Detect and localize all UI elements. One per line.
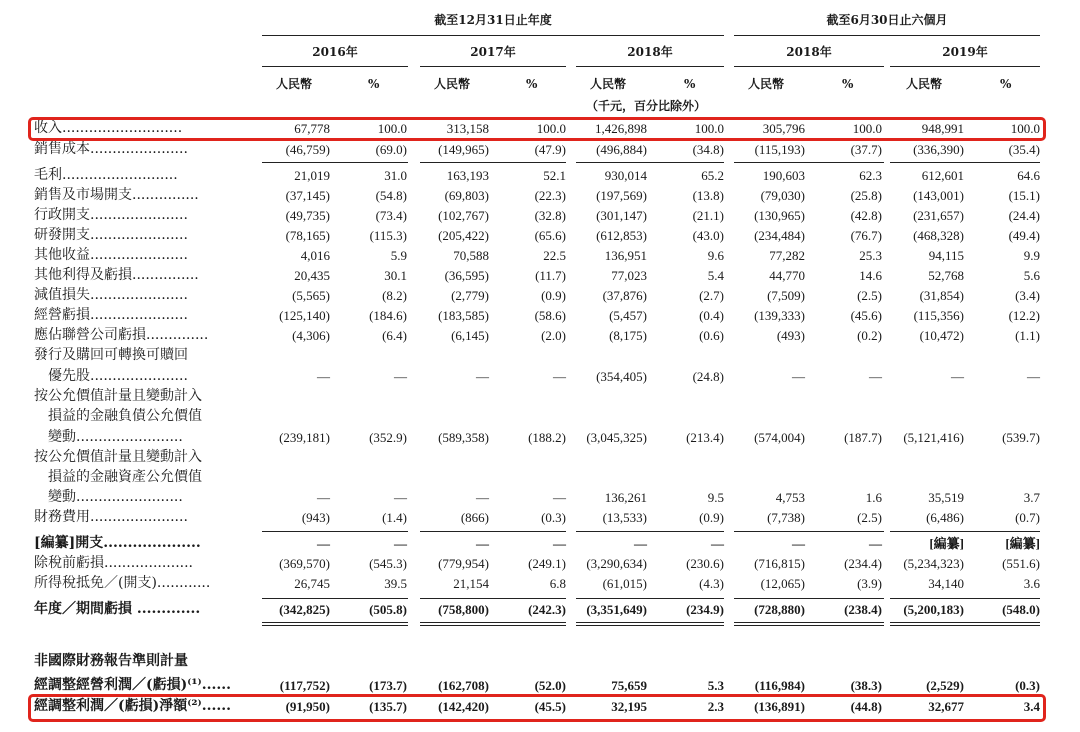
amount-cell: (2,529) bbox=[926, 678, 964, 693]
amount-cell: 20,435 bbox=[294, 268, 330, 283]
unit-note: （千元，百分比除外） bbox=[586, 99, 707, 113]
amount-cell: (866) bbox=[460, 510, 489, 525]
amount-cell: (496,884) bbox=[596, 142, 647, 157]
percent-cell: (551.6) bbox=[1002, 556, 1040, 571]
percent-cell: 5.3 bbox=[707, 678, 724, 693]
row-label: 所得稅抵免／(開支)............ bbox=[34, 575, 211, 591]
amount-cell: (354,405) bbox=[596, 369, 647, 384]
amount-cell: (115,193) bbox=[754, 142, 805, 157]
amount-cell: (61,015) bbox=[602, 576, 647, 591]
percent-cell: 52.1 bbox=[543, 168, 566, 183]
row-label: 經調整經營利潤／(虧損)⁽¹⁾...... bbox=[34, 677, 231, 693]
amount-cell: (149,965) bbox=[438, 142, 489, 157]
row-label: 研發開支...................... bbox=[34, 227, 188, 243]
percent-cell: 6.8 bbox=[549, 576, 566, 591]
amount-cell: (234,484) bbox=[754, 228, 805, 243]
percent-cell: (0.9) bbox=[541, 288, 566, 303]
percent-cell: 1.6 bbox=[865, 490, 882, 505]
subtotal-rule bbox=[262, 531, 408, 532]
row-label: 非國際財務報告準則計量 bbox=[34, 653, 188, 669]
percent-cell: 3.4 bbox=[1023, 699, 1040, 714]
row-label: 行政開支...................... bbox=[34, 207, 188, 223]
subtotal-rule bbox=[420, 162, 566, 163]
percent-cell: (0.7) bbox=[1015, 510, 1040, 525]
amount-cell: 94,115 bbox=[928, 248, 964, 263]
amount-cell: 948,991 bbox=[921, 121, 964, 136]
amount-cell: (197,569) bbox=[596, 188, 647, 203]
percent-cell: 39.5 bbox=[384, 576, 407, 591]
percent-cell: (25.8) bbox=[850, 188, 882, 203]
row-label: 變動........................ bbox=[34, 489, 183, 505]
percent-cell: (11.7) bbox=[535, 268, 566, 283]
percent-cell: — bbox=[394, 490, 407, 505]
percent-cell: 100.0 bbox=[694, 121, 724, 136]
amount-cell: (142,420) bbox=[438, 699, 489, 714]
amount-cell: 930,014 bbox=[604, 168, 647, 183]
percent-cell: (49.4) bbox=[1008, 228, 1040, 243]
amount-cell: [編纂] bbox=[929, 536, 964, 551]
percent-cell: (54.8) bbox=[375, 188, 407, 203]
percent-cell: 25.3 bbox=[859, 248, 882, 263]
amount-cell: 34,140 bbox=[928, 576, 964, 591]
amount-cell: (8,175) bbox=[609, 328, 647, 343]
amount-cell: (78,165) bbox=[285, 228, 330, 243]
percent-cell: (45.5) bbox=[534, 699, 566, 714]
percent-cell: (173.7) bbox=[369, 678, 407, 693]
amount-cell: (301,147) bbox=[596, 208, 647, 223]
percent-cell: (65.6) bbox=[534, 228, 566, 243]
amount-cell: (143,001) bbox=[913, 188, 964, 203]
percent-cell: 9.9 bbox=[1023, 248, 1040, 263]
amount-cell: (3,351,649) bbox=[586, 602, 647, 617]
row-label: 財務費用...................... bbox=[34, 509, 188, 525]
total-double-rule bbox=[734, 622, 884, 623]
percent-cell: (0.3) bbox=[541, 510, 566, 525]
amount-cell: (231,657) bbox=[913, 208, 964, 223]
amount-cell: (136,891) bbox=[754, 699, 805, 714]
percent-cell: (0.4) bbox=[699, 308, 724, 323]
amount-cell: (4,306) bbox=[292, 328, 330, 343]
row-label: 銷售及市場開支............... bbox=[34, 187, 199, 203]
amount-cell: 67,778 bbox=[294, 121, 330, 136]
row-label: 按公允價值計量且變動計入 bbox=[34, 449, 202, 465]
row-label: 經調整利潤／(虧損)淨額⁽²⁾...... bbox=[34, 698, 231, 714]
amount-cell: (6,486) bbox=[926, 510, 964, 525]
percent-cell: (42.8) bbox=[850, 208, 882, 223]
subtotal-rule bbox=[262, 162, 408, 163]
amount-cell: 21,019 bbox=[294, 168, 330, 183]
percent-cell: 3.6 bbox=[1023, 576, 1040, 591]
percent-cell: (249.1) bbox=[528, 556, 566, 571]
percent-cell: 100.0 bbox=[1010, 121, 1040, 136]
amount-cell: (12,065) bbox=[760, 576, 805, 591]
row-label: 年度／期間虧損 ............. bbox=[34, 601, 201, 617]
percent-cell: (234.4) bbox=[844, 556, 882, 571]
amount-cell: (716,815) bbox=[754, 556, 805, 571]
row-label: 應佔聯營公司虧損.............. bbox=[34, 327, 209, 343]
subtotal-rule bbox=[734, 598, 884, 599]
amount-cell: — bbox=[476, 490, 489, 505]
amount-cell: (183,585) bbox=[438, 308, 489, 323]
percent-cell: 3.7 bbox=[1023, 490, 1040, 505]
percent-cell: (32.8) bbox=[534, 208, 566, 223]
pct-header: % bbox=[1000, 77, 1012, 91]
row-label: [編纂]開支.................... bbox=[34, 535, 201, 551]
year-2019-h1: 2019年 bbox=[942, 45, 988, 59]
subtotal-rule bbox=[576, 162, 724, 163]
percent-cell: 31.0 bbox=[384, 168, 407, 183]
amount-cell: 4,016 bbox=[300, 248, 330, 263]
amount-cell: (5,565) bbox=[292, 288, 330, 303]
percent-cell: (13.8) bbox=[692, 188, 724, 203]
amount-cell: (37,876) bbox=[602, 288, 647, 303]
total-double-rule bbox=[262, 625, 408, 626]
percent-cell: (539.7) bbox=[1002, 430, 1040, 445]
total-double-rule bbox=[420, 622, 566, 623]
amount-cell: 77,282 bbox=[769, 248, 805, 263]
rmb-header: 人民幣 bbox=[748, 77, 785, 91]
year-2018: 2018年 bbox=[627, 45, 673, 59]
percent-cell: (8.2) bbox=[382, 288, 407, 303]
amount-cell: 35,519 bbox=[928, 490, 964, 505]
percent-cell: (135.7) bbox=[369, 699, 407, 714]
row-label: 收入........................... bbox=[34, 120, 183, 136]
amount-cell: 26,745 bbox=[294, 576, 330, 591]
percent-cell: (2.5) bbox=[857, 510, 882, 525]
amount-cell: (342,825) bbox=[279, 602, 330, 617]
row-label: 銷售成本...................... bbox=[34, 141, 188, 157]
subtotal-rule bbox=[420, 531, 566, 532]
amount-cell: (36,595) bbox=[444, 268, 489, 283]
amount-cell: — bbox=[792, 536, 805, 551]
subtotal-rule bbox=[576, 531, 724, 532]
pct-header: % bbox=[684, 77, 696, 91]
percent-cell: (1.1) bbox=[1015, 328, 1040, 343]
amount-cell: 32,677 bbox=[928, 699, 964, 714]
row-label: 按公允價值計量且變動計入 bbox=[34, 388, 202, 404]
percent-cell: (69.0) bbox=[375, 142, 407, 157]
percent-cell: 14.6 bbox=[859, 268, 882, 283]
amount-cell: (7,509) bbox=[767, 288, 805, 303]
percent-cell: 5.6 bbox=[1023, 268, 1040, 283]
total-double-rule bbox=[262, 622, 408, 623]
amount-cell: 136,261 bbox=[604, 490, 647, 505]
percent-cell: (34.8) bbox=[692, 142, 724, 157]
row-label: 損益的金融負債公允價值 bbox=[34, 408, 202, 424]
percent-cell: — bbox=[1027, 369, 1040, 384]
year-2018-h1: 2018年 bbox=[786, 45, 832, 59]
amount-cell: 305,796 bbox=[762, 121, 805, 136]
amount-cell: (468,328) bbox=[913, 228, 964, 243]
amount-cell: (336,390) bbox=[913, 142, 964, 157]
amount-cell: 313,158 bbox=[446, 121, 489, 136]
percent-cell: (0.3) bbox=[1015, 678, 1040, 693]
row-label: 經營虧損...................... bbox=[34, 307, 188, 323]
amount-cell: 163,193 bbox=[446, 168, 489, 183]
amount-cell: (7,738) bbox=[767, 510, 805, 525]
amount-cell: (117,752) bbox=[279, 678, 330, 693]
amount-cell: (69,803) bbox=[444, 188, 489, 203]
percent-cell: (548.0) bbox=[1002, 602, 1040, 617]
subtotal-rule bbox=[890, 162, 1040, 163]
amount-cell: (779,954) bbox=[438, 556, 489, 571]
amount-cell: (139,333) bbox=[754, 308, 805, 323]
percent-cell: 5.9 bbox=[390, 248, 407, 263]
percent-cell: 64.6 bbox=[1017, 168, 1040, 183]
amount-cell: 32,195 bbox=[611, 699, 647, 714]
amount-cell: 52,768 bbox=[928, 268, 964, 283]
percent-cell: 62.3 bbox=[859, 168, 882, 183]
rmb-header: 人民幣 bbox=[434, 77, 471, 91]
amount-cell: (102,767) bbox=[438, 208, 489, 223]
percent-cell: (213.4) bbox=[686, 430, 724, 445]
row-label: 毛利.......................... bbox=[34, 167, 178, 183]
amount-cell: — bbox=[476, 536, 489, 551]
percent-cell: (0.6) bbox=[699, 328, 724, 343]
amount-cell: (2,779) bbox=[451, 288, 489, 303]
percent-cell: 2.3 bbox=[707, 699, 724, 714]
amount-cell: 75,659 bbox=[611, 678, 647, 693]
amount-cell: (91,950) bbox=[285, 699, 330, 714]
rmb-header: 人民幣 bbox=[276, 77, 313, 91]
amount-cell: (162,708) bbox=[438, 678, 489, 693]
percent-cell: 9.6 bbox=[707, 248, 724, 263]
row-label: 優先股...................... bbox=[34, 368, 188, 384]
amount-cell: (574,004) bbox=[754, 430, 805, 445]
amount-cell: (116,984) bbox=[754, 678, 805, 693]
row-label: 除稅前虧損.................... bbox=[34, 555, 194, 571]
percent-cell: (2.5) bbox=[857, 288, 882, 303]
row-label: 其他收益...................... bbox=[34, 247, 188, 263]
percent-cell: (1.4) bbox=[382, 510, 407, 525]
percent-cell: (234.9) bbox=[686, 602, 724, 617]
percent-cell: (242.3) bbox=[528, 602, 566, 617]
total-double-rule bbox=[734, 625, 884, 626]
percent-cell: (4.3) bbox=[699, 576, 724, 591]
percent-cell: — bbox=[553, 536, 566, 551]
rmb-header: 人民幣 bbox=[590, 77, 627, 91]
total-double-rule bbox=[576, 622, 724, 623]
amount-cell: (728,880) bbox=[754, 602, 805, 617]
amount-cell: 44,770 bbox=[769, 268, 805, 283]
amount-cell: (943) bbox=[301, 510, 330, 525]
percent-cell: 30.1 bbox=[384, 268, 407, 283]
percent-cell: (21.1) bbox=[692, 208, 724, 223]
percent-cell: 100.0 bbox=[377, 121, 407, 136]
subtotal-rule bbox=[890, 531, 1040, 532]
percent-cell: (24.8) bbox=[692, 369, 724, 384]
total-double-rule bbox=[890, 625, 1040, 626]
percent-cell: (12.2) bbox=[1008, 308, 1040, 323]
amount-cell: — bbox=[634, 536, 647, 551]
amount-cell: 612,601 bbox=[921, 168, 964, 183]
percent-cell: (45.6) bbox=[850, 308, 882, 323]
total-double-rule bbox=[420, 625, 566, 626]
percent-cell: (3.9) bbox=[857, 576, 882, 591]
amount-cell: 21,154 bbox=[453, 576, 489, 591]
percent-cell: (505.8) bbox=[369, 602, 407, 617]
amount-cell: — bbox=[792, 369, 805, 384]
row-label: 變動........................ bbox=[34, 429, 183, 445]
percent-cell: (37.7) bbox=[850, 142, 882, 157]
percent-cell: (6.4) bbox=[382, 328, 407, 343]
percent-cell: — bbox=[869, 536, 882, 551]
percent-cell: (44.8) bbox=[850, 699, 882, 714]
pct-header: % bbox=[526, 77, 538, 91]
percent-cell: (0.9) bbox=[699, 510, 724, 525]
year-2017: 2017年 bbox=[470, 45, 516, 59]
amount-cell: (239,181) bbox=[279, 430, 330, 445]
subtotal-rule bbox=[576, 598, 724, 599]
percent-cell: (115.3) bbox=[369, 228, 407, 243]
percent-cell: (188.2) bbox=[528, 430, 566, 445]
percent-cell: 65.2 bbox=[701, 168, 724, 183]
percent-cell: (73.4) bbox=[375, 208, 407, 223]
amount-cell: (46,759) bbox=[285, 142, 330, 157]
amount-cell: 70,588 bbox=[453, 248, 489, 263]
amount-cell: (37,145) bbox=[285, 188, 330, 203]
pct-header: % bbox=[842, 77, 854, 91]
amount-cell: 190,603 bbox=[762, 168, 805, 183]
percent-cell: — bbox=[394, 369, 407, 384]
amount-cell: — bbox=[476, 369, 489, 384]
amount-cell: — bbox=[951, 369, 964, 384]
amount-cell: (758,800) bbox=[438, 602, 489, 617]
header-group-six-months: 截至6月30日止六個月 bbox=[826, 13, 948, 27]
percent-cell: — bbox=[553, 369, 566, 384]
percent-cell: — bbox=[553, 490, 566, 505]
amount-cell: 77,023 bbox=[611, 268, 647, 283]
amount-cell: (10,472) bbox=[919, 328, 964, 343]
percent-cell: (545.3) bbox=[369, 556, 407, 571]
percent-cell: — bbox=[394, 536, 407, 551]
amount-cell: (79,030) bbox=[760, 188, 805, 203]
row-label: 損益的金融資產公允價值 bbox=[34, 469, 202, 485]
amount-cell: — bbox=[317, 536, 330, 551]
percent-cell: (2.0) bbox=[541, 328, 566, 343]
percent-cell: (230.6) bbox=[686, 556, 724, 571]
amount-cell: (6,145) bbox=[451, 328, 489, 343]
subtotal-rule bbox=[420, 598, 566, 599]
pct-header: % bbox=[368, 77, 380, 91]
total-double-rule bbox=[890, 622, 1040, 623]
percent-cell: 9.5 bbox=[707, 490, 724, 505]
amount-cell: (589,358) bbox=[438, 430, 489, 445]
amount-cell: (493) bbox=[776, 328, 805, 343]
row-label: 發行及購回可轉換可贖回 bbox=[34, 347, 188, 363]
amount-cell: (369,570) bbox=[279, 556, 330, 571]
percent-cell: (76.7) bbox=[850, 228, 882, 243]
subtotal-rule bbox=[890, 598, 1040, 599]
amount-cell: (5,121,416) bbox=[903, 430, 964, 445]
percent-cell: 100.0 bbox=[852, 121, 882, 136]
percent-cell: (58.6) bbox=[534, 308, 566, 323]
percent-cell: 5.4 bbox=[707, 268, 724, 283]
percent-cell: (15.1) bbox=[1008, 188, 1040, 203]
header-group-annual: 截至12月31日止年度 bbox=[434, 13, 552, 27]
amount-cell: (130,965) bbox=[754, 208, 805, 223]
percent-cell: (2.7) bbox=[699, 288, 724, 303]
amount-cell: (3,045,325) bbox=[586, 430, 647, 445]
percent-cell: (38.3) bbox=[850, 678, 882, 693]
amount-cell: 1,426,898 bbox=[595, 121, 647, 136]
percent-cell: (43.0) bbox=[692, 228, 724, 243]
percent-cell: (35.4) bbox=[1008, 142, 1040, 157]
percent-cell: (238.4) bbox=[844, 602, 882, 617]
amount-cell: 136,951 bbox=[604, 248, 647, 263]
amount-cell: (115,356) bbox=[913, 308, 964, 323]
amount-cell: (13,533) bbox=[602, 510, 647, 525]
percent-cell: (52.0) bbox=[534, 678, 566, 693]
percent-cell: (184.6) bbox=[369, 308, 407, 323]
amount-cell: (205,422) bbox=[438, 228, 489, 243]
percent-cell: (0.2) bbox=[857, 328, 882, 343]
amount-cell: (612,853) bbox=[596, 228, 647, 243]
percent-cell: (352.9) bbox=[369, 430, 407, 445]
amount-cell: — bbox=[317, 490, 330, 505]
year-2016: 2016年 bbox=[312, 45, 358, 59]
row-label: 其他利得及虧損............... bbox=[34, 267, 199, 283]
total-double-rule bbox=[576, 625, 724, 626]
subtotal-rule bbox=[734, 162, 884, 163]
percent-cell: [編纂] bbox=[1005, 536, 1040, 551]
amount-cell: (5,457) bbox=[609, 308, 647, 323]
percent-cell: (22.3) bbox=[534, 188, 566, 203]
percent-cell: (24.4) bbox=[1008, 208, 1040, 223]
amount-cell: — bbox=[317, 369, 330, 384]
highlight-adjusted-net-row bbox=[28, 694, 1046, 722]
subtotal-rule bbox=[262, 598, 408, 599]
percent-cell: 22.5 bbox=[543, 248, 566, 263]
rmb-header: 人民幣 bbox=[906, 77, 943, 91]
percent-cell: (3.4) bbox=[1015, 288, 1040, 303]
highlight-revenue-row bbox=[28, 117, 1046, 141]
percent-cell: (187.7) bbox=[844, 430, 882, 445]
amount-cell: (3,290,634) bbox=[586, 556, 647, 571]
amount-cell: (49,735) bbox=[285, 208, 330, 223]
amount-cell: (31,854) bbox=[919, 288, 964, 303]
amount-cell: (125,140) bbox=[279, 308, 330, 323]
percent-cell: — bbox=[711, 536, 724, 551]
subtotal-rule bbox=[734, 531, 884, 532]
percent-cell: — bbox=[869, 369, 882, 384]
percent-cell: 100.0 bbox=[536, 121, 566, 136]
amount-cell: (5,234,323) bbox=[903, 556, 964, 571]
row-label: 減值損失...................... bbox=[34, 287, 188, 303]
percent-cell: (47.9) bbox=[534, 142, 566, 157]
amount-cell: (5,200,183) bbox=[903, 602, 964, 617]
amount-cell: 4,753 bbox=[775, 490, 805, 505]
